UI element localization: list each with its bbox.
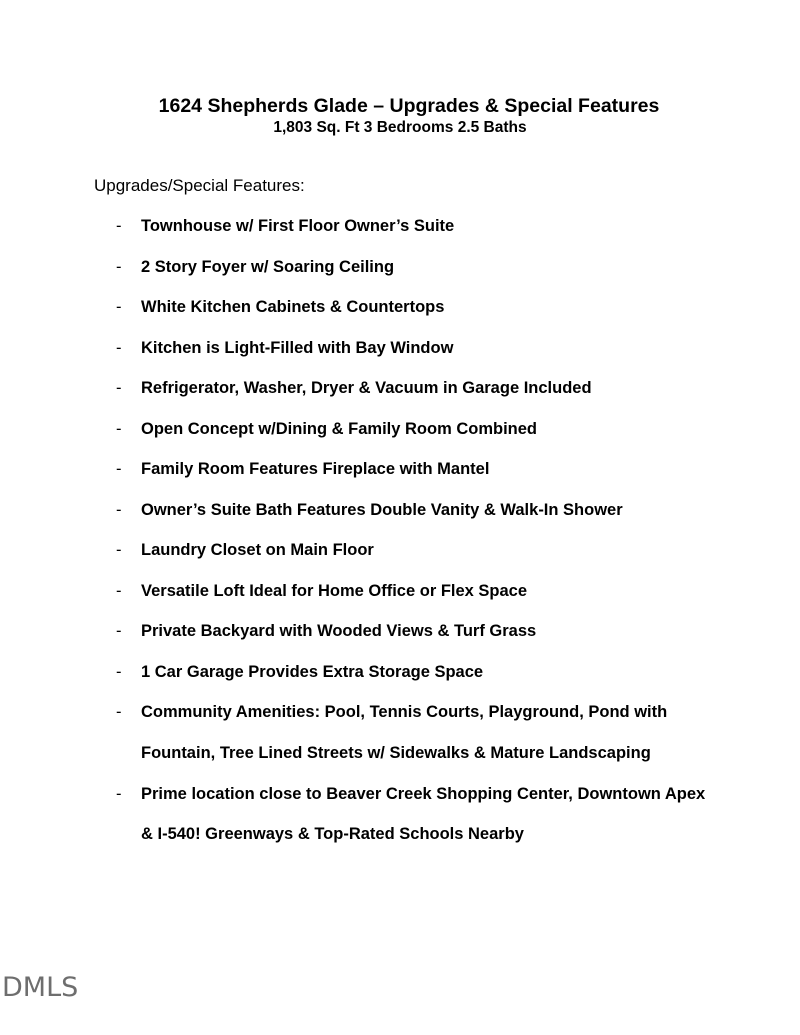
bullet-dash: - [116,541,122,559]
section-heading: Upgrades/Special Features: [94,176,305,195]
bullet-dash: - [116,379,122,397]
bullet-dash: - [116,500,122,519]
document-subtitle: 1,803 Sq. Ft 3 Bedrooms 2.5 Baths [273,119,527,136]
list-item [0,214,800,238]
feature-text: 1 Car Garage Provides Extra Storage Space [141,662,484,681]
bullet-dash: - [116,581,122,600]
feature-text: Kitchen is Light-Filled with Bay Window [141,338,454,357]
list-item [0,660,800,684]
bullet-dash: - [116,419,122,438]
bullet-dash: - [116,460,122,478]
bullet-dash: - [116,622,122,640]
bullet-dash: - [116,298,122,316]
list-item [0,619,800,643]
feature-text: 2 Story Foyer w/ Soaring Ceiling [141,257,395,276]
bullet-dash: - [116,703,122,721]
feature-text: Townhouse w/ First Floor Owner’s Suite [141,217,455,235]
bullet-dash: - [116,257,122,276]
bullet-dash: - [116,338,122,357]
feature-text: Prime location close to Beaver Creek Shopping Center, Downtown Apex & I-540! Greenways & Top-Rated Schools Nearby [141,784,706,843]
dmls-watermark: DMLS [2,972,79,1003]
list-item [0,295,800,319]
list-item [0,498,800,522]
feature-text: Community Amenities: Pool, Tennis Courts, Playground, Pond with Fountain, Tree Lined Streets w/ Sidewalks & Mature Landscaping [141,703,668,762]
bullet-dash: - [116,662,122,681]
list-item [0,579,800,603]
feature-text: Owner’s Suite Bath Features Double Vanity & Walk-In Shower [141,500,623,519]
list-item [0,255,800,279]
list-item [0,692,800,773]
feature-text: Private Backyard with Wooded Views & Turf Grass [141,622,537,640]
feature-text: White Kitchen Cabinets & Countertops [141,298,445,316]
feature-text: Laundry Closet on Main Floor [141,541,374,559]
feature-text: Family Room Features Fireplace with Mantel [141,460,490,478]
list-item [0,774,800,855]
list-item [0,336,800,360]
list-item [0,417,800,441]
feature-text: Open Concept w/Dining & Family Room Combined [141,419,538,438]
list-item [0,538,800,562]
bullet-dash: - [116,784,122,803]
features-list [0,214,800,863]
document-title: 1624 Shepherds Glade – Upgrades & Special Features [158,95,660,117]
feature-text: Versatile Loft Ideal for Home Office or Flex Space [141,581,528,600]
bullet-dash: - [116,217,122,235]
list-item [0,376,800,400]
feature-text: Refrigerator, Washer, Dryer & Vacuum in Garage Included [141,379,592,397]
list-item [0,457,800,481]
